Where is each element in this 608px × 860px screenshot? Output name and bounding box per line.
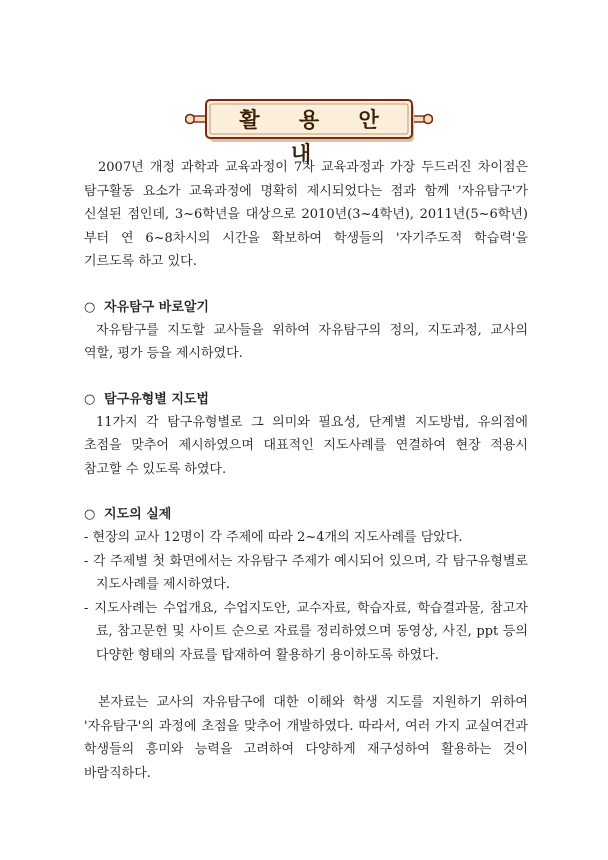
section-body: 11가지 각 탐구유형별로 그 의미와 필요성, 단계별 지도방법, 유의점에 초점을 맞추어 제시하였으며 대표적인 지도사례를 연결하여 현장 적용시 참고할 수 있도록 하였다. <box>84 414 528 477</box>
list-item: - 현장의 교사 12명이 각 주제에 따라 2~4개의 지도사례를 담았다. <box>84 530 463 545</box>
section-title-text: 탐구유형별 지도법 <box>104 391 209 407</box>
list-item: - 각 주제별 첫 화면에서는 자유탐구 주제가 예시되어 있으며, 각 탐구유형별로 지도사례를 제시하였다. <box>84 553 528 592</box>
section-title <box>84 503 528 526</box>
page-title: 활 용 안 내 <box>239 108 395 166</box>
circle-bullet-icon: ○ <box>84 299 96 315</box>
section-inquiry-types <box>84 388 528 482</box>
section-title-text: 지도의 실제 <box>104 507 172 522</box>
circle-bullet-icon: ○ <box>84 507 96 522</box>
closing-section <box>84 691 528 785</box>
document-body <box>84 150 528 785</box>
section-body: 자유탐구를 지도할 교사들을 위하여 자유탐구의 정의, 지도과정, 교사의 역할, 평가 등을 제시하였다. <box>84 322 528 361</box>
title-banner <box>185 96 433 166</box>
section-title <box>84 388 528 411</box>
circle-bullet-icon: ○ <box>84 391 96 407</box>
closing-paragraph: 본자료는 교사의 자유탐구에 대한 이해와 학생 지도를 지원하기 위하여 '자유탐구'의 과정에 초점을 맞추어 개발하였다. 따라서, 여러 가지 교실여건과 학생들의 흥미와 능력을 고려하여 다양하게 재구성하여 활용하는 것이 바람직하다. <box>84 695 528 781</box>
section-free-inquiry <box>84 296 528 366</box>
section-practice <box>84 503 528 667</box>
intro-paragraph: 2007년 개정 과학과 교육과정이 7차 교육과정과 가장 두드러진 차이점은 탐구활동 요소가 교육과정에 명확히 제시되었다는 점과 함께 '자유탐구'가 신설된 점인데, 3~6학년을 대상으로 2010년(3~4학년), 2011년(5~6학년)부터 연 6~8차시의 시간을 확보하여 학생들의 '자기주도적 학습력'을 기르도록 하고 있다. <box>84 160 528 269</box>
section-title-text: 자유탐구 바로알기 <box>104 299 209 315</box>
list-item: - 지도사례는 수업개요, 수업지도안, 교수자료, 학습자료, 학습결과물, 참고자료, 참고문헌 및 사이트 순으로 자료를 정리하였으며 동영상, 사진, ppt 등의 다양한 형태의 자료를 탑재하여 활용하기 용이하도록 하였다. <box>84 600 528 663</box>
section-title <box>84 296 528 319</box>
